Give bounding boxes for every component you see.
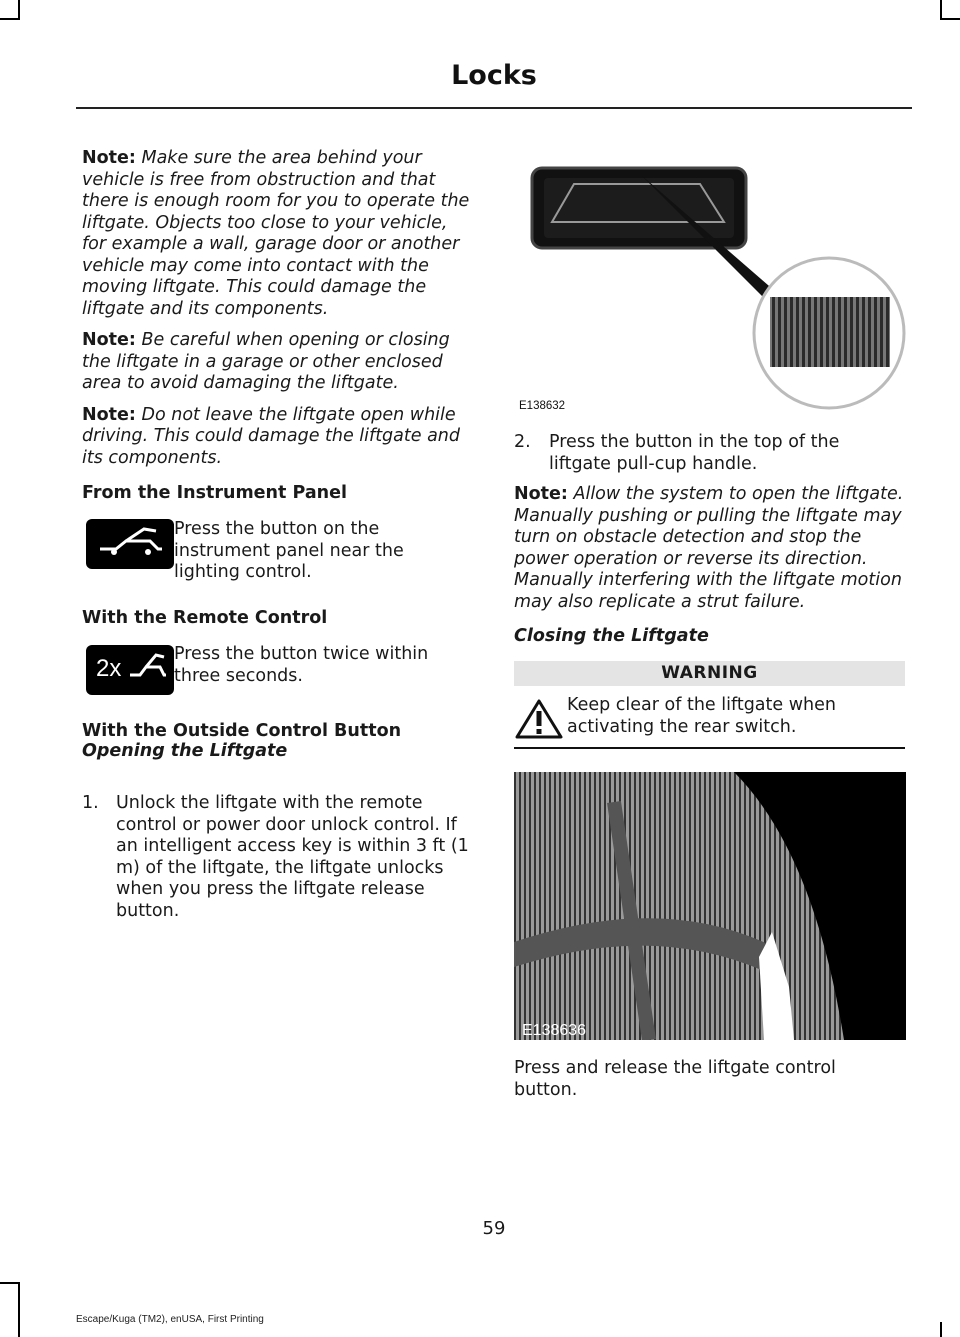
warning-rule	[514, 747, 905, 749]
note-label: Note:	[82, 330, 136, 350]
crop-mark-top-right-h	[940, 18, 960, 20]
figure-label: E138636	[522, 1022, 587, 1039]
closing-text: Press and release the liftgate control button.	[514, 1058, 836, 1100]
crop-mark-bottom-left	[18, 1282, 20, 1337]
heading-closing-liftgate: Closing the Liftgate	[514, 626, 709, 646]
step-1-number: 1.	[82, 793, 99, 813]
page-number: 59	[482, 1218, 506, 1239]
liftgate-control-button-figure	[514, 772, 906, 1040]
edition-line: Escape/Kuga (TM2), enUSA, First Printing	[76, 1314, 264, 1325]
note-text: Make sure the area behind your vehicle is free from obstruction and that there is enough room for you to operate the liftgate. Objects too close to your vehicle, for example a wall, garage door or another vehicle may come into contact with the moving liftgate. This could damage the liftgate and its components.	[82, 148, 470, 319]
subheading-opening-liftgate: Opening the Liftgate	[82, 741, 288, 761]
warning-text: Keep clear of the liftgate when activating the rear switch.	[567, 695, 836, 737]
figure-label: E138632	[519, 400, 566, 412]
step-1-text: Unlock the liftgate with the remote control or power door unlock control. If an intelligent access key is within 3 ft (1 m) of the liftgate, the liftgate unlocks when you press the liftgate release button.	[116, 793, 469, 921]
note-2	[82, 330, 474, 395]
crop-mark-bottom-left-h	[0, 1282, 20, 1284]
step-2-text: Press the button in the top of the liftgate pull-cup handle.	[549, 432, 840, 474]
left-notes	[82, 148, 474, 479]
liftgate-handle-figure	[514, 150, 906, 415]
crop-mark-top-left-h	[0, 18, 20, 20]
heading-remote-control: With the Remote Control	[82, 608, 328, 628]
page-title: Locks	[451, 60, 537, 91]
remote-control-text: Press the button twice within three seconds.	[174, 644, 429, 686]
note-label: Note:	[82, 148, 136, 168]
remote-liftgate-icon	[86, 645, 174, 695]
warning-icon	[514, 697, 564, 741]
note-label: Note:	[514, 484, 568, 504]
note-system-opens	[514, 484, 908, 613]
crop-mark-bottom-right	[940, 1322, 942, 1337]
instrument-panel-text: Press the button on the instrument panel near the lighting control.	[174, 519, 404, 582]
note-text: Be careful when opening or closing the liftgate in a garage or other enclosed area to avoid damaging the liftgate.	[82, 330, 450, 393]
note-text: Do not leave the liftgate open while driving. This could damage the liftgate and its components.	[82, 404, 461, 468]
note-3	[82, 405, 474, 470]
crop-mark-top-left	[18, 0, 20, 18]
note-label: Note:	[82, 404, 136, 425]
remote-icon-label: 2x	[96, 655, 122, 682]
warning-banner: WARNING	[514, 661, 905, 686]
crop-mark-top-right	[940, 0, 942, 18]
heading-instrument-panel: From the Instrument Panel	[82, 483, 347, 503]
note-1	[82, 148, 474, 320]
liftgate-icon	[86, 519, 174, 569]
step-2-number: 2.	[514, 432, 531, 452]
note-text: Allow the system to open the liftgate. Manually pushing or pulling the liftgate may turn on obstacle detection and stop the power operation or reverse its direction. Manually interfering with the liftgate motion may also replicate a strut failure.	[514, 484, 904, 612]
heading-outside-control: With the Outside Control Button	[82, 721, 402, 741]
header-rule	[76, 107, 912, 109]
